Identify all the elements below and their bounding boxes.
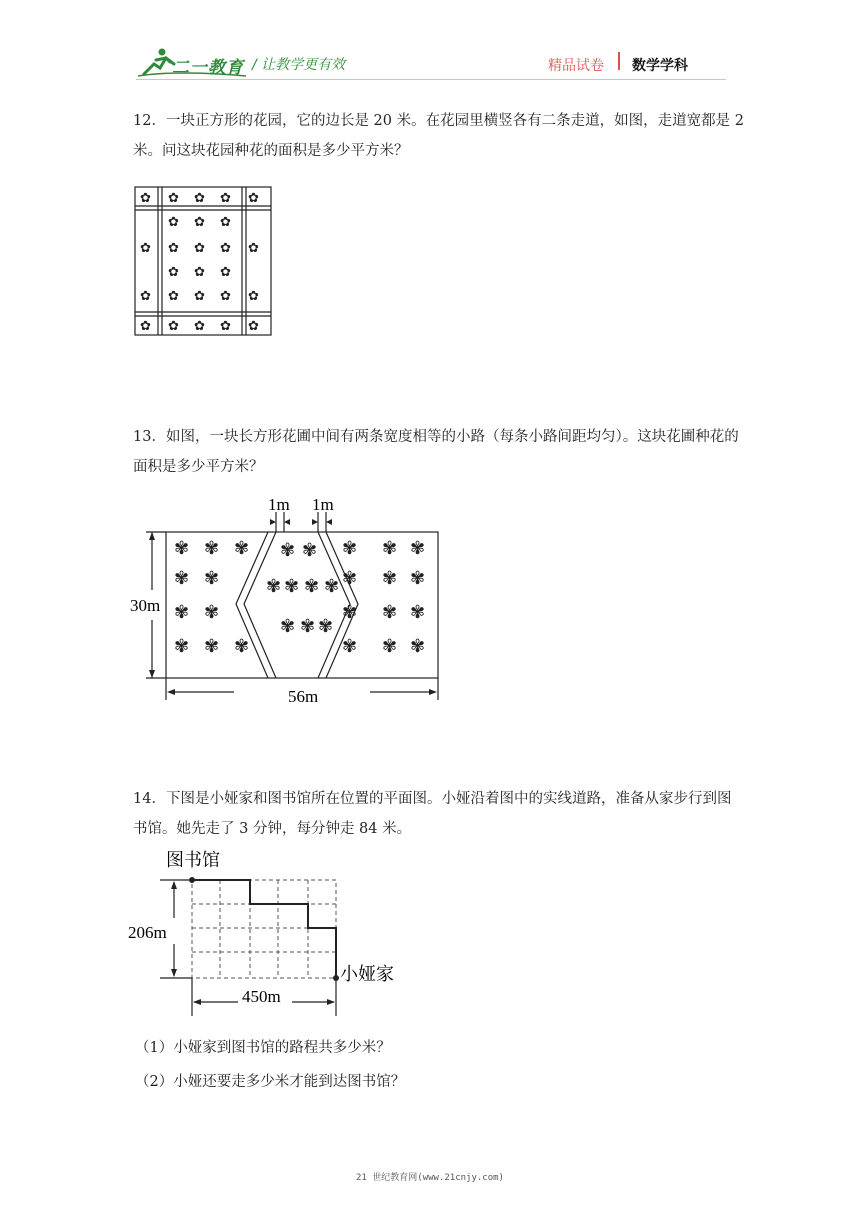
flower-icon: ✾	[302, 540, 318, 560]
flower-icon: ✿	[220, 190, 231, 205]
flower-icon: ✾	[266, 576, 282, 596]
flower-icon: ✾	[300, 616, 316, 636]
flower-icon: ✾	[204, 602, 220, 622]
map-height-label: 206m	[128, 923, 167, 942]
flower-icon: ✿	[140, 190, 151, 205]
flower-icon: ✾	[382, 602, 398, 622]
flower-icon: ✿	[140, 240, 151, 255]
question-12-text: 12．一块正方形的花园，它的边长是 20 米。在花园里横竖各有二条走道，如图，走道宽都是 2 米。问这块花园种花的面积是多少平方米？	[133, 113, 744, 159]
brand-name: 二一教育	[172, 58, 244, 78]
square-garden-figure	[134, 186, 272, 336]
rectangle-garden-figure	[130, 494, 444, 712]
question-13-text: 13．如图，一块长方形花圃中间有两条宽度相等的小路（每条小路间距均匀）。这块花圃种花的面积是多少平方米？	[133, 429, 739, 475]
flower-icon: ✾	[410, 568, 426, 588]
flower-icon: ✿	[220, 318, 231, 333]
flower-icon: ✾	[284, 576, 300, 596]
flower-icon: ✿	[168, 214, 179, 229]
flower-icon: ✾	[280, 616, 296, 636]
flower-icon: ✾	[410, 602, 426, 622]
flower-icon: ✾	[174, 636, 190, 656]
route-map-figure	[126, 846, 396, 1022]
flower-icon: ✿	[140, 288, 151, 303]
question-14-text: 14．下图是小娅家和图书馆所在位置的平面图。小娅沿着图中的实线道路，准备从家步行到图书馆。她先走了 3 分钟，每分钟走 84 米。	[133, 791, 732, 837]
path-width-label-1: 1m	[268, 495, 290, 514]
flower-icon: ✾	[382, 568, 398, 588]
flower-icon: ✿	[220, 214, 231, 229]
flower-icon: ✾	[204, 568, 220, 588]
flower-icon: ✿	[248, 288, 259, 303]
flower-icon: ✾	[382, 538, 398, 558]
flower-icon: ✾	[324, 576, 340, 596]
flower-icon: ✿	[194, 190, 205, 205]
flower-icon: ✾	[342, 568, 358, 588]
flower-icon: ✾	[204, 636, 220, 656]
flower-icon: ✿	[194, 214, 205, 229]
flower-icon: ✾	[410, 636, 426, 656]
flower-icon: ✿	[194, 264, 205, 279]
header-rule	[136, 79, 726, 80]
home-label: 小娅家	[340, 964, 394, 984]
flower-icon: ✾	[382, 636, 398, 656]
header-divider	[618, 52, 620, 70]
sub-question-2: （2）小娅还要走多少米才能到达图书馆？	[135, 1074, 406, 1090]
garden-height-label: 30m	[130, 596, 161, 615]
flower-icon: ✾	[342, 636, 358, 656]
flower-icon: ✾	[234, 636, 250, 656]
flower-icon: ✿	[194, 318, 205, 333]
path-width-label-2: 1m	[312, 495, 334, 514]
flower-icon: ✿	[140, 318, 151, 333]
flower-icon: ✾	[410, 538, 426, 558]
subject-tag: 数学学科	[632, 58, 688, 74]
flower-icon: ✾	[342, 538, 358, 558]
flower-icon: ✿	[168, 264, 179, 279]
flower-icon: ✾	[280, 540, 296, 560]
flower-icon: ✾	[234, 538, 250, 558]
flower-icon: ✿	[168, 190, 179, 205]
flower-icon: ✿	[194, 288, 205, 303]
sub-question-1: （1）小娅家到图书馆的路程共多少米？	[135, 1040, 391, 1056]
flower-icon: ✿	[220, 264, 231, 279]
flower-icon: ✿	[220, 288, 231, 303]
flower-icon: ✾	[318, 616, 334, 636]
flower-icon: ✾	[304, 576, 320, 596]
quality-tag: 精品试卷	[548, 58, 604, 74]
flower-icon: ✿	[248, 190, 259, 205]
flower-icon: ✿	[248, 240, 259, 255]
flower-icon: ✾	[174, 538, 190, 558]
flower-icon: ✿	[168, 240, 179, 255]
map-width-label: 450m	[242, 987, 281, 1006]
page-footer: 21 世纪教育网(www.21cnjy.com)	[356, 1173, 504, 1183]
flower-icon: ✿	[168, 318, 179, 333]
brand-slogan: / 让教学更有效	[252, 57, 346, 73]
flower-icon: ✿	[168, 288, 179, 303]
garden-length-label: 56m	[288, 687, 319, 706]
flower-icon: ✾	[204, 538, 220, 558]
flower-icon: ✿	[194, 240, 205, 255]
flower-icon: ✿	[248, 318, 259, 333]
flower-icon: ✾	[174, 602, 190, 622]
flower-icon: ✾	[174, 568, 190, 588]
library-label: 图书馆	[166, 850, 220, 870]
flower-icon: ✾	[342, 602, 358, 622]
flower-icon: ✿	[220, 240, 231, 255]
